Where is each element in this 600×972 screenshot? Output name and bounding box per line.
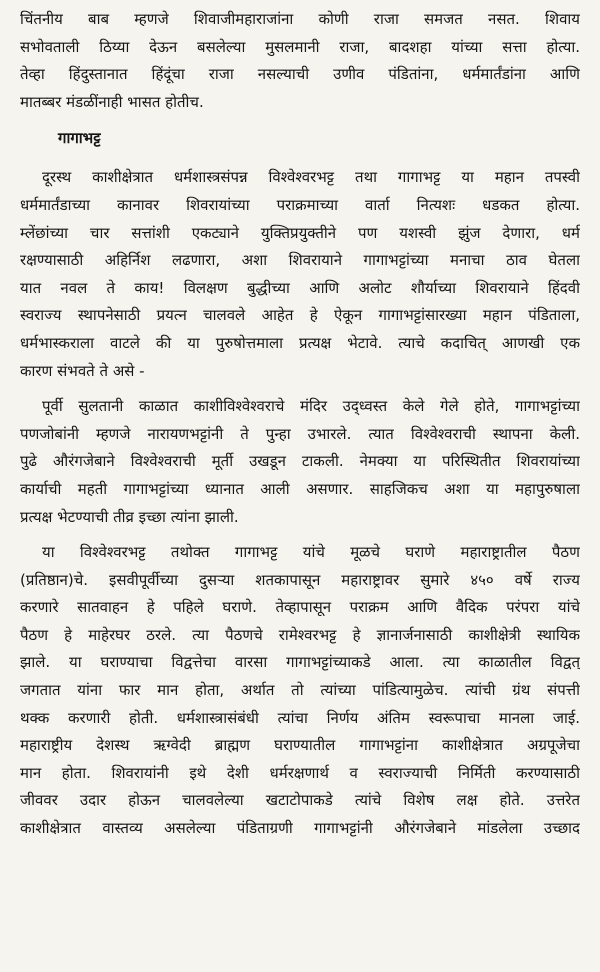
text-line: स्वराज्य स्थापनेसाठी प्रयत्न चालवले आहेत हे ऐकून गागाभट्टांसारख्या महान पंडिताला, [20,306,580,325]
text-line: जीववर उदार होऊन चालवलेल्या खटाटोपाकडे त्यांचे विशेष लक्ष होते. उत्तरेत [20,791,580,810]
section-heading: गागाभट्ट [58,129,101,148]
text-line: धर्मभास्कराला वाटले की या पुरुषोत्तमाला प्रत्यक्ष भेटावे. त्याचे कदाचित् आणखी एक [20,333,580,352]
text-line: दूरस्थ काशीक्षेत्रात धर्मशास्त्रसंपन्न विश्वेश्वरभट्ट तथा गागाभट्ट या महान तपस्वी [42,168,580,187]
text-line: कार्याची महती गागाभट्टांच्या ध्यानात आली असणार. साहजिकच अशा या महापुरुषाला [20,479,580,498]
text-line: पूर्वी सुलतानी काळात काशीविश्वेश्वराचे मंदिर उद्ध्वस्त केले गेले होते, गागाभट्टांच्या [42,397,580,416]
text-line: चिंतनीय बाब म्हणजे शिवाजीमहाराजांना कोणी राजा समजत नसत. शिवाय [20,10,580,28]
text-line: जगतात यांना फार मान होता, अर्थात तो त्यांच्या पांडित्यामुळेच. त्यांची ग्रंथ संपत्ती [20,681,580,700]
text-line: (प्रतिष्ठान)चे. इसवीपूर्वीच्या दुसऱ्या शतकापासून महाराष्ट्रावर सुमारे ४५० वर्षे राज्य [20,570,580,589]
text-line: कारण संभवते ते असे - [20,361,145,380]
text-line: पुढे औरंगजेबाने विश्वेश्वराची मूर्ती उखडून टाकली. नेमक्या या परिस्थितीत शिवरायांच्या [20,452,580,471]
text-line: थक्क करणारी होती. धर्मशास्त्रासंबंधी त्यांचा निर्णय अंतिम स्वरूपाचा मानला जाई. [20,708,580,727]
text-line: पणजोबांनी म्हणजे नारायणभट्टांनी ते पुन्हा उभारले. त्यात विश्वेश्वराची स्थापना केली. [20,424,580,443]
text-line: मातब्बर मंडळींनाही भासत होतीच. [20,92,204,111]
paragraph-4 [20,539,580,843]
text-line: या विश्वेश्वरभट्ट तथोक्त गागाभट्ट यांचे मूळचे घराणे महाराष्ट्रातील पैठण [42,543,580,562]
text-line: काशीक्षेत्रात वास्तव्य असलेल्या पंडिताग्रणी गागाभट्टांनी औरंगजेबाने मांडलेला उच्छाद [20,819,580,838]
text-line: झाले. या घराण्याचा विद्वत्तेचा वारसा गागाभट्टांच्याकडे आला. त्या काळातील विद्वत् [20,653,580,672]
paragraph-1 [20,6,580,116]
text-line: यात नवल ते काय! विलक्षण बुद्धीच्या आणि अलोट शौर्याच्या शिवरायाने हिंदवी [20,278,580,297]
text-line: सभोवताली ठिय्या देऊन बसलेल्या मुसलमानी राजा, बादशहा यांच्या सत्ता होत्या. [20,37,580,56]
paragraph-3 [20,393,580,531]
text-line: मान होता. शिवरायांनी इथे देशी धर्मरक्षणार्थ व स्वराज्याची निर्मिती करण्यासाठी [20,763,580,782]
text-line: तेव्हा हिंदुस्तानात हिंदूंचा राजा नसल्याची उणीव पंडितांना, धर्ममार्तंडांना आणि [20,65,580,84]
text-line: प्रत्यक्ष भेटण्याची तीव्र इच्छा त्यांना झाली. [20,507,239,526]
text-line: करणारे सातवाहन हे पहिले घराणे. तेव्हापासून पराक्रम आणि वैदिक परंपरा यांचे [20,598,580,617]
text-line: पैठण हे माहेरघर ठरले. त्या पैठणचे रामेश्वरभट्ट हे ज्ञानार्जनासाठी काशीक्षेत्री स्थायिक [20,625,580,644]
paragraph-2 [20,164,580,385]
text-line: म्लेंछांच्या चार सत्तांशी एकट्याने युक्तिप्रयुक्तीने पण यशस्वी झुंज देणारा, धर्म [20,223,580,242]
text-line: धर्ममार्तंडाच्या कानावर शिवरायांच्या पराक्रमाच्या वार्ता नित्यशः धडकत होत्या. [20,195,580,214]
text-line: महाराष्ट्रीय देशस्थ ऋग्वेदी ब्राह्मण घराण्यातील गागाभट्टांना काशीक्षेत्रात अग्रपूजेचा [20,736,580,755]
text-line: रक्षण्यासाठी अहिर्निश लढणारा, अशा शिवरायाने गागाभट्टांच्या मनाचा ठाव घेतला [20,251,580,270]
